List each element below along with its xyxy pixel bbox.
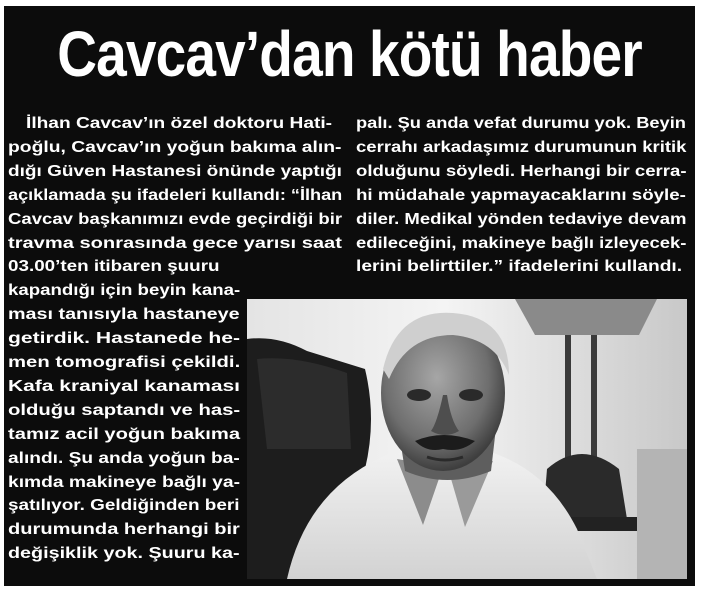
article-headline: Cavcav’dan kötü haber [57, 18, 642, 90]
article-text-line: İlhan Cavcav’ın özel doktoru Hati- [26, 115, 333, 132]
article-text-line: açıklamada şu ifadeleri kullandı: “İlhan [8, 186, 343, 204]
article-text-line: edileceğini, makineye bağlı izleyecek- [356, 234, 687, 252]
article-text-line: ması tanısıyla hastaneye [8, 306, 240, 324]
article-text-line: men tomografisi çekildi. [8, 354, 241, 371]
article-text-line: alındı. Şu anda yoğun ba- [8, 449, 240, 467]
article-text-line: getirdik. Hastanede he- [8, 330, 241, 348]
article-text-line: olduğunu söyledi. Herhangi bir cerra- [356, 162, 687, 180]
article-text-line: kımda makineye bağlı ya- [8, 473, 240, 491]
article-photo [247, 299, 687, 579]
article-text-line: lerini belirttiler.” ifadelerini kullandı. [356, 258, 683, 276]
article-text-line: Kafa kraniyal kanaması [8, 377, 241, 395]
article-text-line: tamız acil yoğun bakıma [8, 425, 241, 443]
article-text-line: şatılıyor. Geldiğinden beri [8, 497, 240, 515]
article-panel [4, 6, 695, 586]
article-text-line: 03.00’ten itibaren şuuru [8, 258, 220, 276]
article-text-line: Cavcav başkanımızı evde geçirdiği bir [8, 210, 343, 228]
article-text-line: kapandığı için beyin kana- [8, 282, 241, 300]
portrait-photo-icon [247, 299, 687, 579]
article-text-line: değişiklik yok. Şuuru ka- [8, 545, 240, 563]
article-text-line: hi müdahale yapmayacaklarını söyle- [356, 186, 686, 204]
article-text-line: palı. Şu anda vefat durumu yok. Beyin [356, 115, 686, 132]
article-text-line: diler. Medikal yönden tedaviye devam [356, 210, 687, 228]
article-text-line: dığı Güven Hastanesi önünde yaptığı [8, 162, 342, 180]
article-text-line: cerrahı arkadaşımız durumunun kritik [356, 138, 687, 156]
article-text-line: olduğu saptandı ve has- [8, 401, 241, 419]
article-text-line: travma sonrasında gece yarısı saat [8, 234, 342, 252]
article-text-line: durumunda herhangi bir [8, 521, 240, 539]
article-text-line: poğlu, Cavcav’ın yoğun bakıma alın- [8, 138, 342, 156]
